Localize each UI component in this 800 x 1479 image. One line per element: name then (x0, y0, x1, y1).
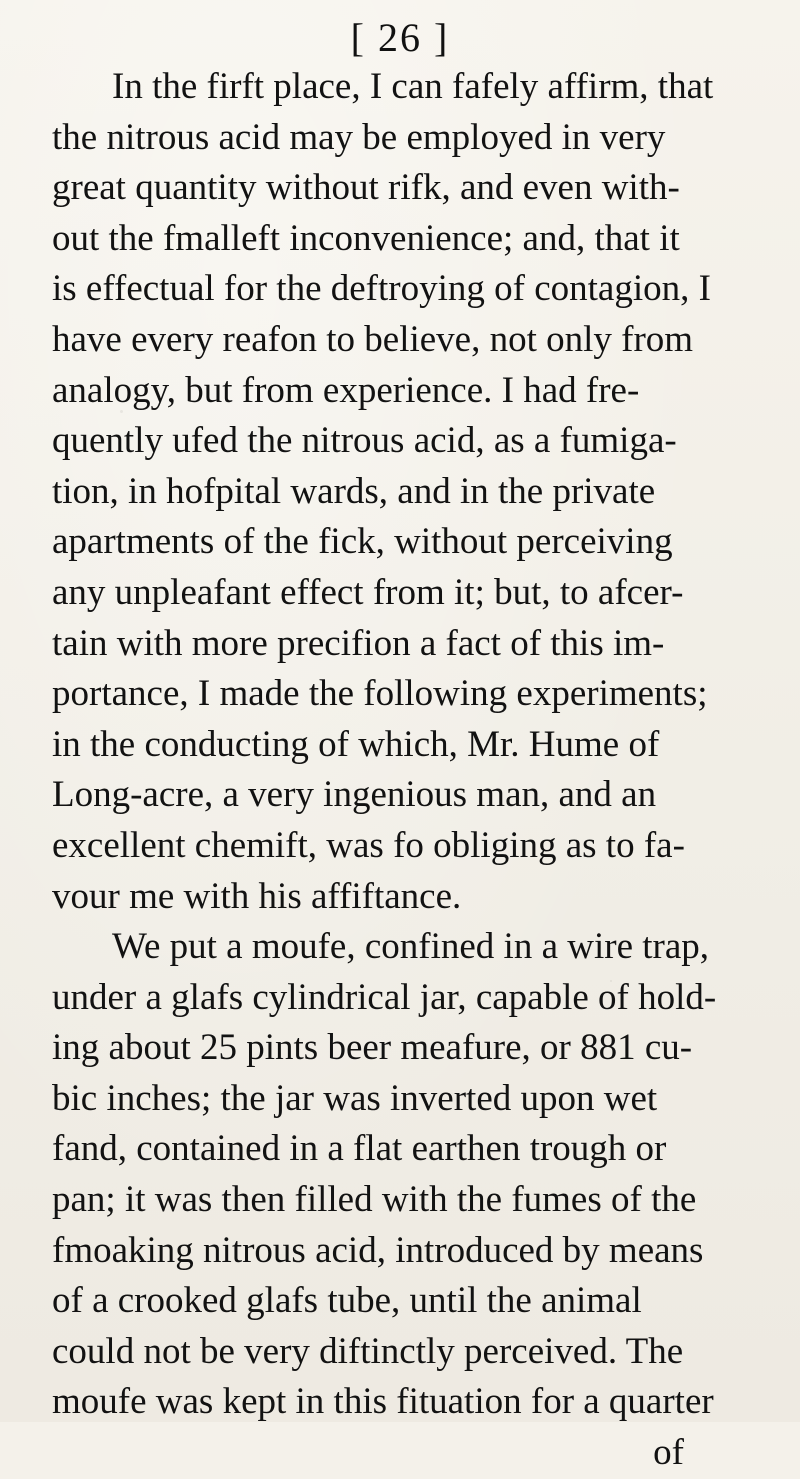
text-line: tion, in hofpital wards, and in the private (52, 470, 656, 512)
text-line: out the fmalleft inconvenience; and, that it (52, 217, 680, 259)
text-line: tain with more precifion a fact of this im- (52, 622, 665, 664)
text-line: Long-acre, a very ingenious man, and an (52, 774, 657, 816)
body-text (52, 62, 782, 1479)
page-header: [ 26 ] (350, 15, 450, 60)
text-line: fmoaking nitrous acid, introduced by means (52, 1229, 704, 1271)
text-line: analogy, but from experience. I had fre- (52, 369, 640, 411)
text-line: of a crooked glafs tube, until the animal (52, 1280, 642, 1322)
text-line: have every reafon to believe, not only from (52, 318, 694, 360)
text-line: portance, I made the following experiments; (52, 673, 708, 715)
text-line: the nitrous acid may be employed in very (52, 116, 666, 158)
text-line: could not be very diftinctly perceived. The (52, 1330, 684, 1372)
text-line: moufe was kept in this fituation for a quarter (52, 1381, 714, 1423)
text-line: quently ufed the nitrous acid, as a fumiga- (52, 420, 677, 462)
text-line: apartments of the fick, without perceiving (52, 521, 673, 563)
text-line: vour me with his affiftance. (52, 875, 462, 917)
text-line: great quantity without rifk, and even with- (52, 167, 680, 209)
text-line: ing about 25 pints beer meafure, or 881 cu- (52, 1027, 693, 1069)
text-line: under a glafs cylindrical jar, capable of hold- (52, 976, 717, 1018)
text-line: pan; it was then filled with the fumes of the (52, 1179, 697, 1221)
text-line: in the conducting of which, Mr. Hume of (52, 723, 660, 765)
text-line: any unpleafant effect from it; but, to afcer- (52, 571, 684, 613)
text-line: bic inches; the jar was inverted upon wet (52, 1077, 658, 1119)
text-line: excellent chemift, was fo obliging as to fa- (52, 824, 685, 866)
catchword: of (653, 1432, 684, 1474)
text-line: fand, contained in a flat earthen trough or (52, 1128, 667, 1170)
text-line: We put a moufe, confined in a wire trap, (112, 926, 710, 968)
text-line: In the firft place, I can fafely affirm, that (112, 66, 714, 107)
text-line: is effectual for the deftroying of contagion, I (52, 268, 711, 310)
